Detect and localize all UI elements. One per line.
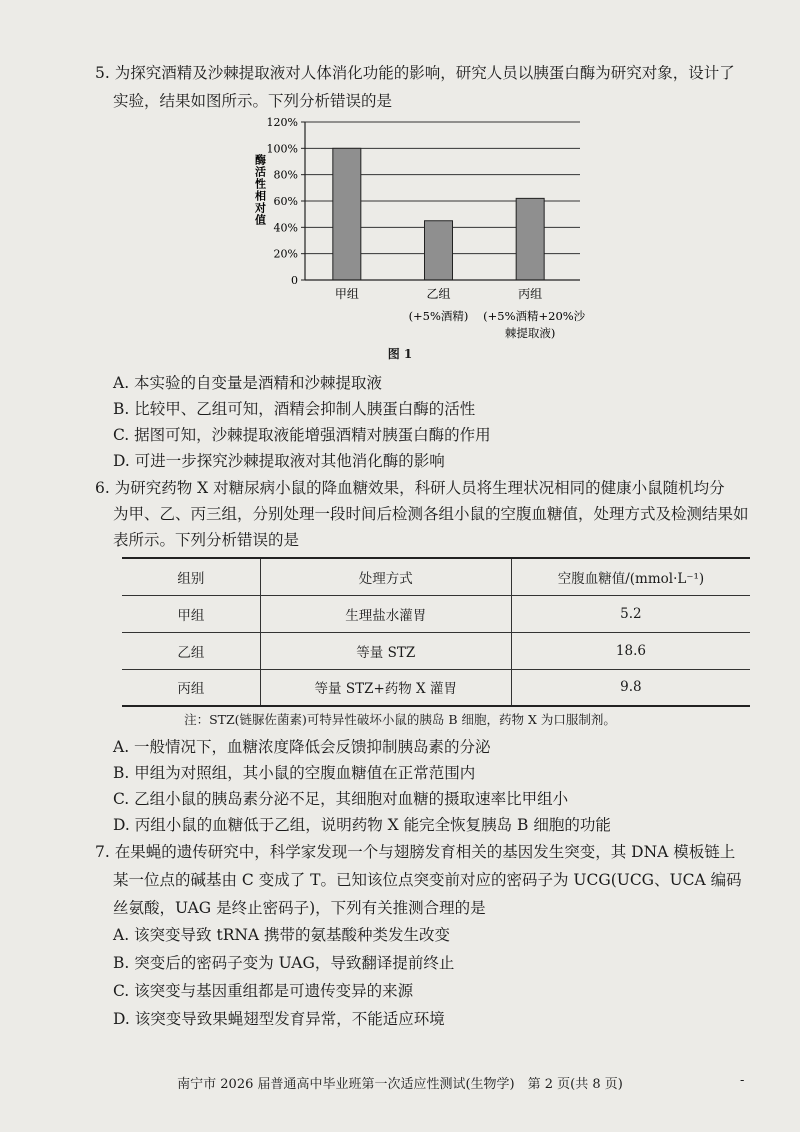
header-group: 组别 [122,558,260,595]
x-category-note: (+5%酒精+20%沙 [483,309,586,323]
chart-caption: 图 1 [387,347,413,361]
q6-option-d: D. 丙组小鼠的血糖低于乙组，说明药物 X 能完全恢复胰岛 B 细胞的功能 [113,816,611,834]
q5-option-c: C. 据图可知，沙棘提取液能增强酒精对胰蛋白酶的作用 [113,426,491,444]
table-cell: 乙组 [122,632,260,669]
q6-option-a: A. 一般情况下，血糖浓度降低会反馈抑制胰岛素的分泌 [113,738,491,756]
table-cell: 9.8 [511,669,750,706]
blood-glucose-table [122,557,750,707]
q7-stem-line3: 丝氨酸，UAG 是终止密码子)，下列有关推测合理的是 [113,899,486,917]
q7-stem-line1: 7. 在果蝇的遗传研究中，科学家发现一个与翅膀发育相关的基因发生突变，其 DNA 模板链上 [95,843,736,861]
q6-stem-line2: 为甲、乙、丙三组，分别处理一段时间后检测各组小鼠的空腹血糖值，处理方式及检测结果如 [113,505,749,523]
x-tick-label: 丙组 [518,287,543,301]
x-axis-labels [335,287,586,340]
x-tick-label: 乙组 [426,287,451,301]
table-cell: 5.2 [511,595,750,632]
page-footer: 南宁市 2026 届普通高中毕业班第一次适应性测试(生物学) 第 2 页(共 8 页) [177,1077,623,1092]
bar [516,198,544,280]
table-cell: 生理盐水灌胃 [260,595,511,632]
q7-option-d: D. 该突变导致果蝇翅型发育异常，不能适应环境 [113,1010,445,1028]
table-header-row [122,558,750,595]
x-category-note: 棘提取液) [504,326,556,340]
table-cell: 18.6 [511,632,750,669]
bar [333,148,361,280]
bar [425,221,453,280]
y-tick-label: 20% [273,247,298,261]
q5-option-b: B. 比较甲、乙组可知，酒精会抑制人胰蛋白酶的活性 [113,400,476,418]
table-cell: 等量 STZ [260,632,511,669]
q5-option-d: D. 可进一步探究沙棘提取液对其他消化酶的影响 [113,452,445,470]
enzyme-activity-chart [250,112,650,357]
table-row [122,669,750,706]
q7-stem-line2: 某一位点的碱基由 C 变成了 T。已知该位点突变前对应的密码子为 UCG(UCG、UCA 编码 [113,871,742,889]
y-axis-label: 酶活性相对值 [253,154,267,226]
table-cell: 甲组 [122,595,260,632]
q7-option-c: C. 该突变与基因重组都是可遗传变异的来源 [113,982,414,1000]
y-tick-label: 60% [273,195,298,208]
y-tick-label: 0 [291,274,298,287]
table-note: 注：STZ(链脲佐菌素)可特异性破坏小鼠的胰岛 B 细胞，药物 X 为口服制剂。 [184,712,616,727]
bars [333,148,544,280]
q5-option-a: A. 本实验的自变量是酒精和沙棘提取液 [113,374,383,392]
q6-option-c: C. 乙组小鼠的胰岛素分泌不足，其细胞对血糖的摄取速率比甲组小 [113,790,569,808]
y-tick-label: 100% [266,142,298,156]
table-row [122,632,750,669]
q6-stem-line3: 表所示。下列分析错误的是 [113,531,300,549]
y-tick-label: 80% [273,168,298,182]
y-tick-label: 40% [273,221,298,235]
q7-option-b: B. 突变后的密码子变为 UAG，导致翻译提前终止 [113,954,455,972]
y-tick-label: 120% [266,116,298,129]
y-axis-ticks [267,116,305,287]
header-treatment: 处理方式 [260,558,511,595]
table-row [122,595,750,632]
table-cell: 等量 STZ+药物 X 灌胃 [260,669,511,706]
q6-option-b: B. 甲组为对照组，其小鼠的空腹血糖值在正常范围内 [113,764,476,782]
x-tick-label: 甲组 [334,287,359,301]
q5-stem-line2: 实验，结果如图所示。下列分析错误的是 [113,92,393,110]
q6-stem-line1: 6. 为研究药物 X 对糖尿病小鼠的降血糖效果，科研人员将生理状况相同的健康小鼠随机均分 [95,479,725,497]
q5-stem-line1: 5. 为探究酒精及沙棘提取液对人体消化功能的影响，研究人员以胰蛋白酶为研究对象，设计了 [95,64,735,82]
footer-dash: - [740,1073,745,1088]
bar-chart-svg [250,112,650,357]
table-cell: 丙组 [122,669,260,706]
header-glucose: 空腹血糖值/(mmol·L⁻¹) [511,558,750,595]
x-category-note: (+5%酒精) [408,309,469,323]
q7-option-a: A. 该突变导致 tRNA 携带的氨基酸种类发生改变 [113,926,451,944]
